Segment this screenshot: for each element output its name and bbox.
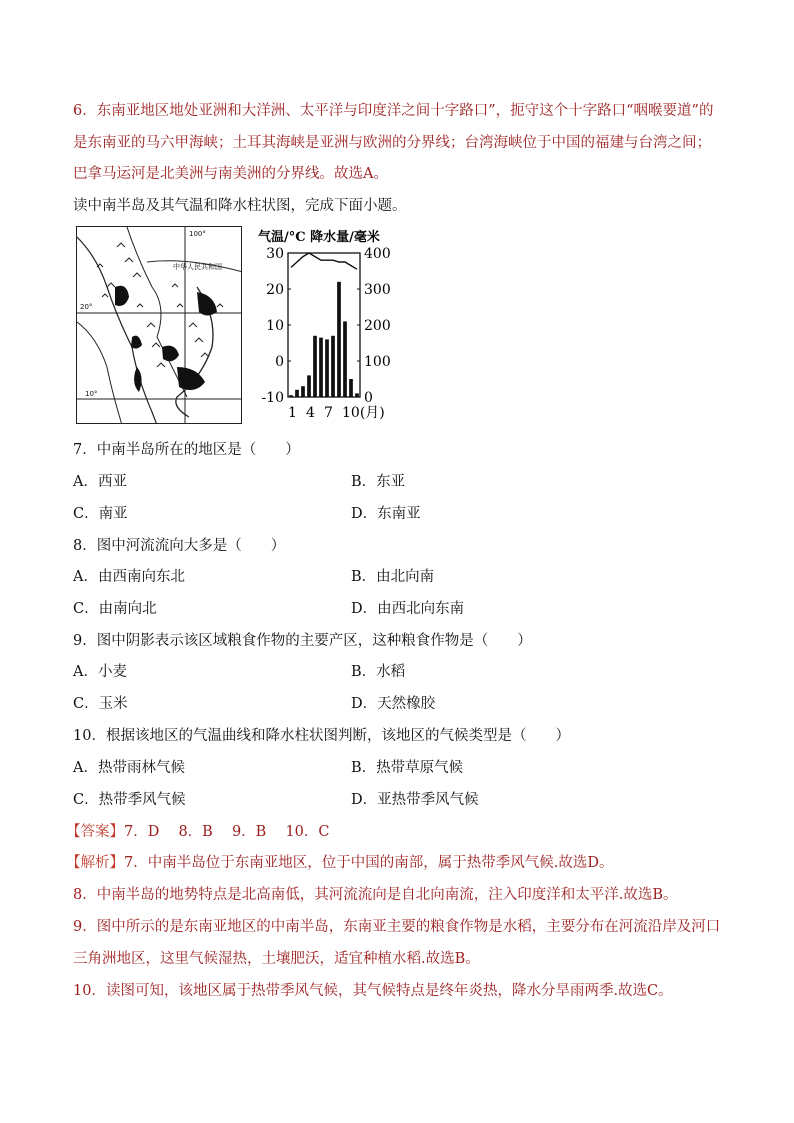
precip-bar	[343, 321, 347, 397]
explanation-6-line-2: 是东南亚的马六甲海峡；土耳其海峡是亚洲与欧洲的分界线；台湾海峡位于中国的福建与台湾之间；	[73, 135, 711, 151]
x-axis-ticks	[288, 405, 385, 421]
q10-option-a[interactable]: A．热带雨林气候	[73, 760, 185, 776]
analysis-line-5: 10．读图可知，该地区属于热带季风气候，其气候特点是终年炎热，降水分旱雨两季.故选C。	[73, 983, 673, 999]
precip-bar	[349, 379, 353, 397]
left-tick-label: -10	[261, 390, 284, 406]
temperature-line	[291, 253, 357, 269]
q9-option-c[interactable]: C．玉米	[73, 696, 128, 712]
precip-bar	[301, 386, 305, 397]
left-tick-label: 30	[266, 246, 284, 262]
analysis-text-1: 7．中南半岛位于东南亚地区，位于中国的南部，属于热带季风气候.故选D。	[124, 855, 614, 871]
indochina-map	[76, 226, 242, 424]
analysis-line-2: 8．中南半岛的地势特点是北高南低，其河流流向是自北向南流，注入印度洋和太平洋.故选B。	[73, 887, 678, 903]
map-lon-label: 100°	[189, 230, 206, 238]
precip-bar	[289, 395, 293, 397]
climate-chart	[246, 226, 398, 428]
precip-bars	[289, 282, 359, 397]
intro-text: 读中南半岛及其气温和降水柱状图，完成下面小题。	[73, 198, 407, 214]
map-lat20-label: 20°	[80, 303, 93, 311]
precip-bar	[355, 393, 359, 397]
map-lat10-label: 10°	[85, 390, 98, 398]
precip-bar	[313, 336, 317, 397]
precip-bar	[337, 282, 341, 397]
plot-frame	[288, 253, 360, 397]
map-country-label: 中华人民共和国	[173, 263, 222, 271]
right-tick-label: 100	[364, 354, 391, 370]
answer-line	[66, 822, 330, 842]
q10-stem: 10．根据该地区的气温曲线和降水柱状图判断，该地区的气候类型是（ ）	[73, 728, 570, 744]
chart-title: 气温/°C 降水量/毫米	[258, 230, 380, 245]
x-tick-label: 7	[324, 405, 333, 421]
left-tick-label: 0	[275, 354, 284, 370]
q8-option-b[interactable]: B．由北向南	[351, 569, 435, 585]
precip-bar	[319, 338, 323, 397]
q9-option-d[interactable]: D．天然橡胶	[351, 696, 436, 712]
explanation-6-line-1: 6．东南亚地区地处亚洲和大洋洲、太平洋与印度洋之间十字路口”，扼守这个十字路口“咽喉要道”的	[73, 103, 714, 119]
precip-bar	[325, 339, 329, 397]
q7-option-b[interactable]: B．东亚	[351, 474, 406, 490]
q10-option-c[interactable]: C．热带季风气候	[73, 792, 186, 808]
q7-option-a[interactable]: A．西亚	[73, 474, 127, 490]
x-tick-label: 10(月)	[342, 405, 385, 421]
q9-stem: 9．图中阴影表示该区域粮食作物的主要产区，这种粮食作物是（ ）	[73, 633, 532, 649]
q10-option-d[interactable]: D．亚热带季风气候	[351, 792, 479, 808]
x-tick-label: 1	[288, 405, 297, 421]
right-tick-label: 0	[364, 390, 373, 406]
q8-option-a[interactable]: A．由西南向东北	[73, 569, 185, 585]
q7-option-d[interactable]: D．东南亚	[351, 506, 421, 522]
right-tick-label: 400	[364, 246, 391, 262]
q7-option-c[interactable]: C．南亚	[73, 506, 128, 522]
q8-option-d[interactable]: D．由西北向东南	[351, 601, 465, 617]
q8-stem: 8．图中河流流向大多是（ ）	[73, 538, 286, 554]
right-axis-ticks	[357, 246, 391, 406]
analysis-line-1	[66, 853, 613, 873]
right-tick-label: 300	[364, 282, 391, 298]
precip-bar	[331, 336, 335, 397]
left-tick-label: 20	[266, 282, 284, 298]
q8-option-c[interactable]: C．由南向北	[73, 601, 157, 617]
q9-option-a[interactable]: A．小麦	[73, 664, 127, 680]
analysis-label: 【解析】	[66, 855, 124, 871]
answer-label: 【答案】	[66, 824, 124, 840]
right-tick-label: 200	[364, 318, 391, 334]
q10-option-b[interactable]: B．热带草原气候	[351, 760, 464, 776]
left-axis-ticks	[261, 246, 291, 406]
analysis-line-3: 9．图中所示的是东南亚地区的中南半岛，东南亚主要的粮食作物是水稻，主要分布在河流沿岸及河口	[73, 919, 721, 935]
figure	[76, 226, 398, 428]
q9-option-b[interactable]: B．水稻	[351, 664, 406, 680]
x-tick-label: 4	[306, 405, 315, 421]
precip-bar	[295, 390, 299, 397]
q7-stem: 7．中南半岛所在的地区是（ ）	[73, 442, 300, 458]
analysis-line-4: 三角洲地区，这里气候湿热，土壤肥沃，适宜种植水稻.故选B。	[73, 951, 480, 967]
precip-bar	[307, 375, 311, 397]
left-tick-label: 10	[266, 318, 284, 334]
explanation-6-line-3: 巴拿马运河是北美洲与南美洲的分界线。故选A。	[73, 166, 388, 182]
answer-text: 7．D 8．B 9．B 10．C	[124, 824, 330, 840]
